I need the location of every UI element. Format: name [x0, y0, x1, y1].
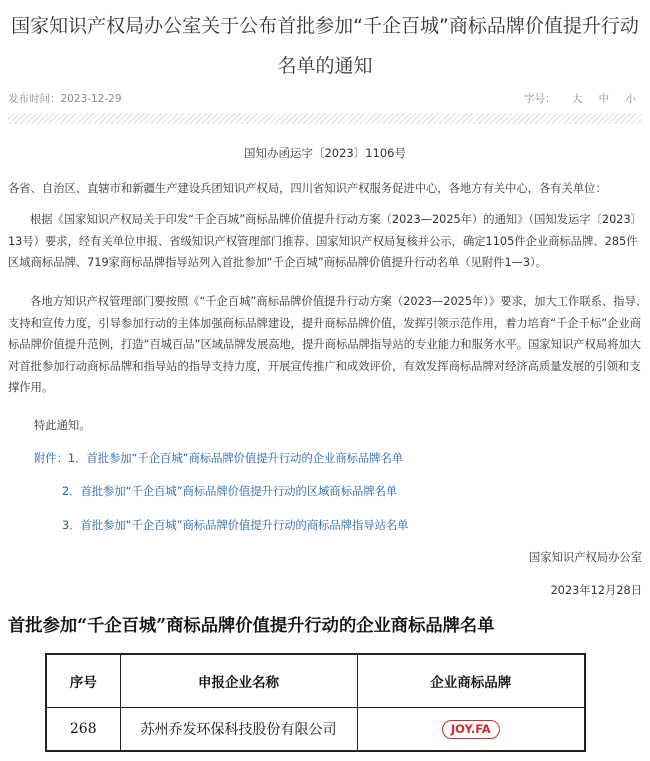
col-header-brand: 企业商标品牌 [357, 654, 585, 708]
attachment-label: 附件： [34, 452, 68, 465]
col-header-company: 申报企业名称 [120, 654, 357, 708]
table-header-row [46, 654, 585, 708]
table-row [46, 708, 585, 752]
brand-logo: JOY.FA [442, 720, 500, 739]
title-line-1: 国家知识产权局办公室关于公布首批参加“千企百城”商标品牌价值提升行动 [11, 15, 639, 37]
document-number: 国知办函运字〔2023〕1106号 [243, 146, 407, 160]
attachment-2-row [62, 481, 397, 503]
attachment-link-1[interactable]: 1．首批参加“千企百城”商标品牌价值提升行动的企业商标品牌名单 [67, 452, 404, 465]
signature: 国家知识产权局办公室 [529, 551, 642, 564]
attachment-link-3[interactable]: 3．首批参加“千企百城”商标品牌价值提升行动的商标品牌指导站名单 [62, 519, 409, 532]
sign-date: 2023年12月28日 [550, 584, 642, 597]
title-line-2: 名单的通知 [277, 55, 373, 77]
font-size-medium-button[interactable]: 中 [598, 93, 610, 105]
paragraph-2-text: 各地方知识产权管理部门要按照《“千企百城”商标品牌价值提升行动方案（2023—2025年）》要求，加大工作联系、指导、支持和宣传力度，引导参加行动的主体加强商标品牌建设，提升商标品牌价值，发挥引领示范作用，着力培育“千企千标”企业商标品牌价值提升范例，打造“百城百品”区域品牌发展高地，提升商标品牌指导站的专业能力和服务水平。国家知识产权局将加大对首批参加行动商标品牌和指导站的指导支持力度，开展宣传推广和成效评价，有效发挥商标品牌对经济高质量发展的引领和支撑作用。 [8, 295, 648, 394]
list-title: 首批参加“千企百城”商标品牌价值提升行动的企业商标品牌名单 [8, 616, 495, 636]
page-title [0, 6, 650, 86]
cell-company: 苏州乔发环保科技股份有限公司 [120, 708, 357, 752]
attachment-1-row [34, 448, 403, 470]
publish-date: 2023-12-29 [60, 93, 122, 105]
publish-label: 发布时间： [8, 93, 61, 105]
cell-no: 268 [46, 708, 120, 752]
salutation: 各省、自治区、直辖市和新疆生产建设兵团知识产权局，四川省知识产权服务促进中心，各地方有关中心，各有关单位： [8, 182, 607, 195]
special-notice: 特此通知。 [34, 419, 91, 432]
attachment-3-row [62, 515, 409, 537]
font-size-label: 字号： [523, 93, 556, 105]
paragraph-2 [8, 291, 648, 399]
cell-brand [357, 708, 585, 752]
font-size-switcher [524, 91, 636, 106]
paragraph-1-text: 根据《国家知识产权局关于印发“千企百城”商标品牌价值提升行动方案（2023—2025年）的通知》（国知发运字〔2023〕13号）要求，经有关单位申报、省级知识产权管理部门推荐、国家知识产权局复核并公示，确定1105件企业商标品牌、285件区域商标品牌、719家商标品牌指导站列入首批参加“千企百城”商标品牌价值提升行动名单（见附件1—3）。 [8, 213, 642, 269]
brand-table [45, 653, 586, 752]
attachment-link-2[interactable]: 2．首批参加“千企百城”商标品牌价值提升行动的区域商标品牌名单 [62, 485, 398, 498]
paragraph-1 [8, 209, 648, 274]
hatched-divider [8, 113, 642, 124]
font-size-small-button[interactable]: 小 [625, 93, 636, 105]
font-size-large-button[interactable]: 大 [571, 93, 583, 105]
meta-bar [8, 91, 636, 106]
col-header-no: 序号 [46, 654, 120, 708]
